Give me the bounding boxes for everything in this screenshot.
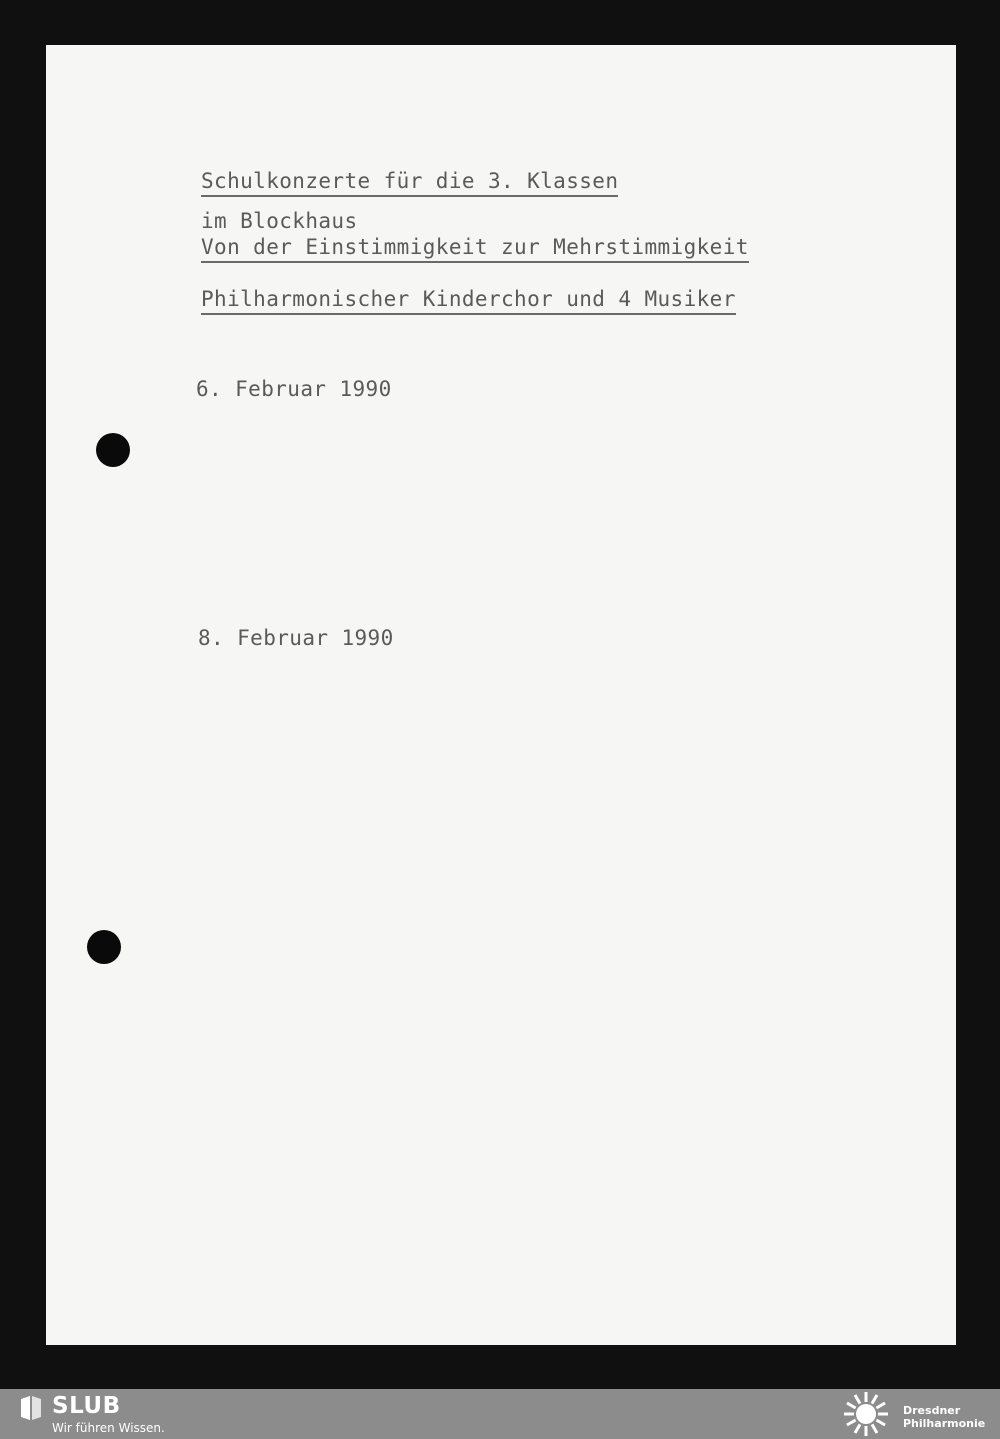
performers-line: Philharmonischer Kinderchor und 4 Musiker [201,289,736,315]
book-icon [20,1395,42,1421]
program-subtitle: Von der Einstimmigkeit zur Mehrstimmigkeit [201,237,749,263]
document-page [46,45,956,1345]
sunburst-icon [843,1391,889,1437]
punch-hole-top [96,433,130,467]
philharmonie-line-1: Dresdner [903,1404,961,1417]
document-title: Schulkonzerte für die 3. Klassen [201,171,618,197]
date-first: 6. Februar 1990 [196,377,392,401]
venue-line: im Blockhaus [201,209,358,233]
philharmonie-line-2: Philharmonie [903,1417,986,1430]
slub-tagline: Wir führen Wissen. [52,1421,165,1435]
philharmonie-brand [903,1404,985,1430]
punch-hole-bottom [87,930,121,964]
date-second: 8. Februar 1990 [198,626,394,650]
footer-bar [0,1389,1000,1439]
slub-brand: SLUB [52,1393,121,1419]
